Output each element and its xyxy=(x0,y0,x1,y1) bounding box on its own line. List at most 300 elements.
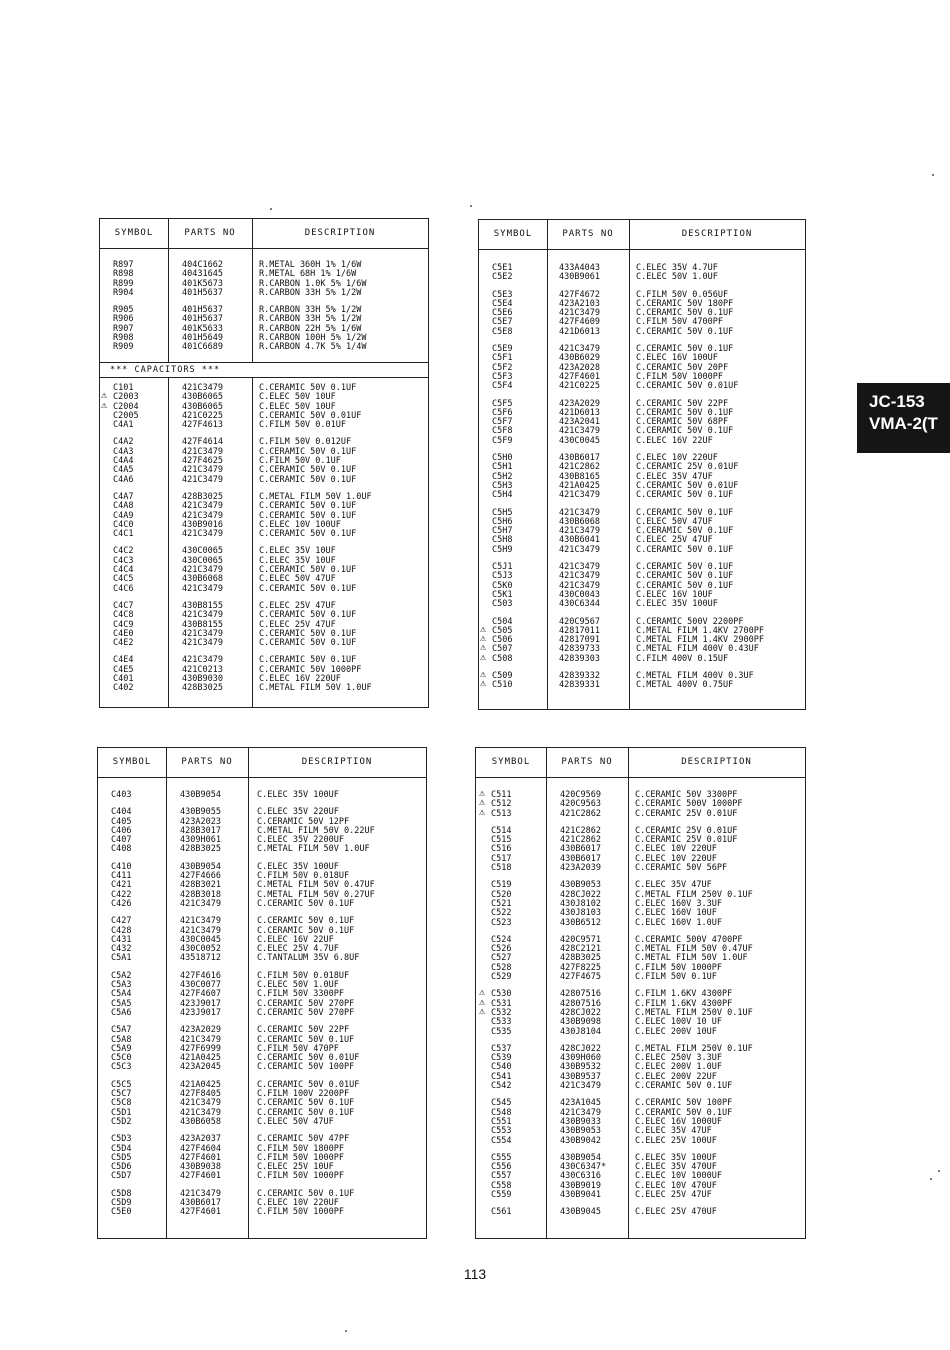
parts-table-bottom-left xyxy=(97,747,427,1239)
description-cell: C.ELEC 16V 10UF xyxy=(636,589,713,600)
symbol-cell: C541 xyxy=(491,1071,512,1082)
symbol-cell: C402 xyxy=(113,683,134,694)
symbol-cell: C537 xyxy=(491,1043,512,1054)
parts-no-cell: 401H5637 xyxy=(182,305,223,316)
parts-no-header: PARTS NO xyxy=(561,757,613,767)
parts-no-cell: 427F4666 xyxy=(180,871,221,882)
table-row xyxy=(476,919,805,928)
scan-speck xyxy=(345,1330,347,1332)
symbol-cell: C421 xyxy=(111,880,132,891)
description-cell: C.CERAMIC 50V 22PF xyxy=(636,398,729,409)
parts-no-cell: 42839303 xyxy=(559,653,600,664)
parts-no-cell: 421C0225 xyxy=(182,410,223,421)
table-row xyxy=(100,530,428,539)
symbol-cell: C4E5 xyxy=(113,664,134,675)
parts-no-header: PARTS NO xyxy=(184,228,236,238)
description-cell: C.ELEC 10V 100UF xyxy=(259,519,341,530)
parts-no-cell: 421A0425 xyxy=(559,480,600,491)
description-cell: C.FILM 1.6KV 4300PF xyxy=(635,989,733,1000)
symbol-cell: C509 xyxy=(492,670,513,681)
symbol-cell: C405 xyxy=(111,816,132,827)
row-group xyxy=(98,1081,426,1127)
symbol-cell: C5H8 xyxy=(492,535,513,546)
symbol-cell: C5C0 xyxy=(111,1053,132,1064)
parts-no-cell: 427F6999 xyxy=(180,1043,221,1054)
symbol-cell: C5A7 xyxy=(111,1025,132,1036)
symbol-cell: C5H9 xyxy=(492,544,513,555)
symbol-cell: C5E2 xyxy=(492,272,513,283)
symbol-cell: C504 xyxy=(492,616,513,627)
safety-warning-icon: ⚠ xyxy=(101,399,108,411)
row-group xyxy=(100,547,428,593)
parts-no-cell: 428CJ022 xyxy=(560,889,601,900)
symbol-cell: C557 xyxy=(491,1171,512,1182)
parts-no-cell: 428B3025 xyxy=(182,491,223,502)
symbol-cell: C4E0 xyxy=(113,628,134,639)
description-cell: C.CERAMIC 50V 0.01UF xyxy=(257,1079,360,1090)
symbol-cell: C5H3 xyxy=(492,480,513,491)
symbol-header: SYMBOL xyxy=(491,757,531,767)
symbol-cell: C401 xyxy=(113,674,134,685)
description-cell: C.CERAMIC 50V 270PF xyxy=(257,1007,355,1018)
description-cell: C.FILM 50V 470PF xyxy=(257,1043,339,1054)
parts-no-cell: 430B9537 xyxy=(560,1071,601,1082)
description-cell: C.CERAMIC 50V 0.1UF xyxy=(259,655,357,666)
symbol-cell: C5C5 xyxy=(111,1079,132,1090)
table-row xyxy=(98,900,426,909)
symbol-cell: C5D8 xyxy=(111,1188,132,1199)
description-cell: C.ELEC 35V 100UF xyxy=(257,861,339,872)
scan-speck xyxy=(932,174,934,176)
description-cell: C.CERAMIC 50V 100PF xyxy=(635,1098,733,1109)
symbol-cell: C5F2 xyxy=(492,362,513,373)
table-row xyxy=(476,973,805,982)
description-cell: C.CERAMIC 50V 0.01UF xyxy=(636,480,739,491)
description-cell: C.FILM 50V 3300PF xyxy=(257,989,344,1000)
description-cell: C.METAL FILM 250V 0.1UF xyxy=(635,1043,753,1054)
symbol-cell: C4C8 xyxy=(113,610,134,621)
symbol-cell: C427 xyxy=(111,916,132,927)
description-cell: C.CERAMIC 25V 0.01UF xyxy=(636,462,739,473)
description-cell: C.METAL FILM 50V 0.47UF xyxy=(257,880,375,891)
symbol-cell: C5A9 xyxy=(111,1043,132,1054)
description-cell: C.FILM 50V 0.018UF xyxy=(257,970,350,981)
symbol-cell: C5F5 xyxy=(492,398,513,409)
parts-no-cell: 430B9098 xyxy=(560,1017,601,1028)
symbol-cell: C5E4 xyxy=(492,298,513,309)
parts-no-cell: 421C3479 xyxy=(182,501,223,512)
symbol-cell: C406 xyxy=(111,825,132,836)
description-cell: C.ELEC 25V 4.7UF xyxy=(257,944,339,955)
symbol-cell: C5A8 xyxy=(111,1034,132,1045)
description-cell: C.ELEC 200V 22UF xyxy=(635,1071,717,1082)
symbol-cell: C5F9 xyxy=(492,435,513,446)
parts-no-cell: 430B9532 xyxy=(560,1062,601,1073)
description-cell: C.CERAMIC 50V 0.1UF xyxy=(257,925,355,936)
symbol-cell: C5A5 xyxy=(111,998,132,1009)
description-cell: C.ELEC 25V 10UF xyxy=(257,1162,334,1173)
symbol-cell: C5A6 xyxy=(111,1007,132,1018)
description-cell: C.CERAMIC 50V 0.1UF xyxy=(257,1107,355,1118)
description-cell: C.ELEC 10V 1000UF xyxy=(635,1171,722,1182)
parts-no-cell: 430C6344 xyxy=(559,599,600,610)
scan-speck xyxy=(470,205,472,207)
description-cell: C.ELEC 100V 10 UF xyxy=(635,1017,722,1028)
symbol-cell: C410 xyxy=(111,861,132,872)
description-cell: C.FILM 50V 0.018UF xyxy=(257,871,350,882)
description-cell: C.CERAMIC 50V 47PF xyxy=(257,1134,350,1145)
parts-no-cell: 430B6065 xyxy=(182,392,223,403)
parts-no-cell: 430C6316 xyxy=(560,1171,601,1182)
description-cell: C.METAL FILM 50V 1.0UF xyxy=(259,683,372,694)
description-cell: C.CERAMIC 50V 0.1UF xyxy=(636,544,734,555)
table-row xyxy=(98,1208,426,1217)
symbol-cell: C514 xyxy=(491,825,512,836)
parts-no-cell: 428CJ022 xyxy=(560,1043,601,1054)
symbol-cell: C411 xyxy=(111,871,132,882)
symbol-header: SYMBOL xyxy=(114,228,154,238)
symbol-cell: C5D2 xyxy=(111,1116,132,1127)
description-cell: C.ELEC 10V 220UF xyxy=(636,453,718,464)
parts-no-cell: 430B9038 xyxy=(180,1162,221,1173)
description-cell: C.ELEC 16V 220UF xyxy=(259,674,341,685)
description-cell: C.ELEC 35V 10UF xyxy=(259,555,336,566)
table-row xyxy=(479,437,805,446)
parts-no-cell: 4309H060 xyxy=(560,1053,601,1064)
description-cell: C.ELEC 35V 47UF xyxy=(635,1126,712,1137)
parts-no-header: PARTS NO xyxy=(181,757,233,767)
symbol-cell: C506 xyxy=(492,635,513,646)
parts-table-top-left xyxy=(99,218,429,708)
symbol-cell: C5D4 xyxy=(111,1143,132,1154)
parts-no-cell: 427F8225 xyxy=(560,962,601,973)
description-cell: C.ELEC 50V 1.0UF xyxy=(257,980,339,991)
description-cell: R.CARBON 100H 5% 1/2W xyxy=(259,333,367,344)
description-cell: C.ELEC 50V 10UF xyxy=(259,401,336,412)
parts-no-cell: 430B6017 xyxy=(180,1197,221,1208)
parts-no-cell: 421C3479 xyxy=(559,344,600,355)
parts-no-cell: 427F4614 xyxy=(182,437,223,448)
parts-no-cell: 421C0225 xyxy=(559,381,600,392)
symbol-cell: C511 xyxy=(491,790,512,800)
description-cell: C.CERAMIC 50V 0.1UF xyxy=(259,565,357,576)
parts-no-cell: 421C3479 xyxy=(559,571,600,582)
symbol-cell: C4C7 xyxy=(113,600,134,611)
symbol-header: SYMBOL xyxy=(493,229,533,239)
description-cell: C.CERAMIC 50V 12PF xyxy=(257,816,350,827)
symbol-cell: C515 xyxy=(491,835,512,846)
symbol-cell: C5K0 xyxy=(492,580,513,591)
symbol-cell: R906 xyxy=(113,314,134,325)
description-cell: C.FILM 50V 1000PF xyxy=(257,1152,344,1163)
parts-no-cell: 430B9053 xyxy=(560,880,601,891)
parts-no-cell: 421C3479 xyxy=(559,562,600,573)
description-cell: C.CERAMIC 50V 0.1UF xyxy=(259,501,357,512)
parts-no-cell: 430J8102 xyxy=(560,898,601,909)
row-group xyxy=(479,668,805,691)
parts-no-cell: 427F4604 xyxy=(180,1143,221,1154)
parts-no-cell: 421C2862 xyxy=(560,808,601,819)
row-group xyxy=(476,987,805,1037)
capacitor-section xyxy=(476,782,805,1238)
parts-no-cell: 430B6512 xyxy=(560,917,601,928)
description-cell: C.CERAMIC 50V 0.1UF xyxy=(259,446,357,457)
parts-no-cell: 430B6017 xyxy=(560,853,601,864)
parts-no-cell: 421C3479 xyxy=(559,507,600,518)
description-cell: C.CERAMIC 50V 0.1UF xyxy=(257,898,355,909)
description-cell: C.ELEC 50V 47UF xyxy=(636,516,713,527)
parts-no-cell: 428B3025 xyxy=(180,844,221,855)
parts-no-cell: 430B9053 xyxy=(560,1126,601,1137)
parts-no-cell: 423J9017 xyxy=(180,998,221,1009)
symbol-cell: C555 xyxy=(491,1152,512,1163)
description-cell: C.ELEC 35V 2200UF xyxy=(257,835,344,846)
symbol-cell: R909 xyxy=(113,342,134,353)
symbol-cell: C4C1 xyxy=(113,529,134,540)
description-cell: C.CERAMIC 50V 0.1UF xyxy=(259,510,357,521)
symbol-cell: C554 xyxy=(491,1135,512,1146)
row-group xyxy=(476,827,805,873)
parts-no-cell: 421C3479 xyxy=(182,474,223,485)
parts-no-cell: 430B9030 xyxy=(182,674,223,685)
row-group xyxy=(98,1026,426,1072)
description-cell: C.CERAMIC 50V 0.1UF xyxy=(259,383,357,393)
parts-no-cell: 430B9019 xyxy=(560,1180,601,1191)
parts-no-cell: 427F4601 xyxy=(180,1152,221,1163)
symbol-cell: C5C7 xyxy=(111,1089,132,1100)
parts-no-cell: 428B3021 xyxy=(180,880,221,891)
symbol-cell: C526 xyxy=(491,944,512,955)
description-cell: R.CARBON 33H 5% 1/2W xyxy=(259,314,362,325)
description-cell: C.METAL FILM 1.4KV 2700PF xyxy=(636,625,764,636)
description-cell: C.ELEC 25V 470UF xyxy=(635,1207,717,1218)
safety-warning-icon: ⚠ xyxy=(480,633,487,645)
description-header: DESCRIPTION xyxy=(301,757,373,767)
parts-no-cell: 433A4043 xyxy=(559,263,600,273)
symbol-cell: C4C3 xyxy=(113,555,134,566)
safety-warning-icon: ⚠ xyxy=(479,1005,486,1017)
description-cell: C.FILM 50V 1000PF xyxy=(635,962,722,973)
safety-warning-icon: ⚠ xyxy=(101,390,108,402)
symbol-cell: C5E0 xyxy=(111,1207,132,1218)
table-row xyxy=(479,651,805,664)
parts-no-cell: 421C3479 xyxy=(182,583,223,594)
description-cell: C.ELEC 160V 1.0UF xyxy=(635,917,722,928)
symbol-cell: C432 xyxy=(111,944,132,955)
symbol-cell: C510 xyxy=(492,680,513,691)
description-cell: C.ELEC 35V 220UF xyxy=(257,807,339,818)
model-tab-line1: JC-153 xyxy=(869,392,925,411)
symbol-cell: C558 xyxy=(491,1180,512,1191)
row-group xyxy=(98,1190,426,1218)
parts-no-cell: 420C9569 xyxy=(560,790,601,800)
description-cell: C.METAL FILM 1.4KV 2900PF xyxy=(636,635,764,646)
description-cell: C.CERAMIC 50V 0.1UF xyxy=(636,426,734,437)
parts-no-cell: 421C3479 xyxy=(182,628,223,639)
row-group xyxy=(100,602,428,648)
description-cell: C.METAL FILM 400V 0.3UF xyxy=(636,670,754,681)
symbol-cell: C5E8 xyxy=(492,326,513,337)
description-cell: C.CERAMIC 50V 20PF xyxy=(636,362,729,373)
parts-no-cell: 430J8104 xyxy=(560,1026,601,1037)
safety-warning-icon: ⚠ xyxy=(480,668,487,680)
table-row xyxy=(100,421,428,430)
description-cell: C.METAL FILM 50V 1.0UF xyxy=(259,491,372,502)
parts-no-cell: 428B3018 xyxy=(180,889,221,900)
parts-no-cell: 401H5649 xyxy=(182,333,223,344)
parts-no-cell: 42807516 xyxy=(560,989,601,1000)
parts-no-cell: 428C2121 xyxy=(560,944,601,955)
parts-no-cell: 421C2862 xyxy=(560,835,601,846)
description-cell: C.ELEC 35V 100UF xyxy=(635,1152,717,1163)
parts-no-cell: 430B6065 xyxy=(182,401,223,412)
row-group xyxy=(476,1099,805,1145)
description-cell: C.FILM 50V 0.1UF xyxy=(259,456,341,467)
symbol-cell: C2003 xyxy=(113,392,139,403)
symbol-cell: C542 xyxy=(491,1081,512,1092)
symbol-cell: R904 xyxy=(113,287,134,298)
description-cell: C.FILM 50V 0.056UF xyxy=(636,289,729,300)
description-cell: C.CERAMIC 50V 0.1UF xyxy=(635,1081,733,1092)
row-group xyxy=(476,936,805,982)
symbol-cell: C519 xyxy=(491,880,512,891)
parts-no-cell: 430J8103 xyxy=(560,908,601,919)
symbol-cell: C5E1 xyxy=(492,263,513,273)
description-cell: C.CERAMIC 50V 0.1UF xyxy=(636,580,734,591)
row-group xyxy=(479,345,805,391)
parts-no-cell: 421C3479 xyxy=(559,426,600,437)
parts-no-cell: 420C9571 xyxy=(560,934,601,945)
table-row xyxy=(98,1063,426,1072)
parts-no-cell: 421C3479 xyxy=(180,1188,221,1199)
description-cell: C.TANTALUM 35V 6.8UF xyxy=(257,953,360,964)
safety-warning-icon: ⚠ xyxy=(479,987,486,999)
parts-no-cell: 421C3479 xyxy=(180,1034,221,1045)
parts-no-cell: 421C3479 xyxy=(180,925,221,936)
description-cell: C.ELEC 35V 100UF xyxy=(257,790,339,800)
symbol-cell: C5F1 xyxy=(492,353,513,364)
symbol-cell: C520 xyxy=(491,889,512,900)
description-cell: C.CERAMIC 50V 0.1UF xyxy=(257,1098,355,1109)
row-group xyxy=(100,384,428,430)
parts-no-cell: 421C3479 xyxy=(559,308,600,319)
description-cell: C.METAL FILM 50V 1.0UF xyxy=(257,844,370,855)
parts-no-cell: 428B3017 xyxy=(180,825,221,836)
description-cell: C.CERAMIC 50V 0.1UF xyxy=(259,583,357,594)
symbol-cell: C5A4 xyxy=(111,989,132,1000)
parts-no-cell: 430B9042 xyxy=(560,1135,601,1146)
symbol-cell: C5H2 xyxy=(492,471,513,482)
symbol-cell: C5A1 xyxy=(111,953,132,964)
symbol-cell: C403 xyxy=(111,790,132,800)
parts-table-top-right xyxy=(478,219,806,710)
parts-no-cell: 427F4616 xyxy=(180,970,221,981)
parts-no-cell: 427F8405 xyxy=(180,1089,221,1100)
parts-no-cell: 430C0052 xyxy=(180,944,221,955)
safety-warning-icon: ⚠ xyxy=(479,806,486,818)
description-cell: C.FILM 50V 0.1UF xyxy=(635,972,717,983)
symbol-cell: C548 xyxy=(491,1107,512,1118)
parts-no-cell: 421C0213 xyxy=(182,664,223,675)
description-cell: C.ELEC 35V 10UF xyxy=(259,546,336,557)
parts-no-cell: 430C0045 xyxy=(559,435,600,446)
symbol-cell: C5D9 xyxy=(111,1197,132,1208)
row-group xyxy=(100,261,428,298)
description-cell: C.ELEC 50V 47UF xyxy=(259,574,336,585)
symbol-cell: C551 xyxy=(491,1116,512,1127)
symbol-cell: C531 xyxy=(491,998,512,1009)
parts-no-cell: 401H5637 xyxy=(182,287,223,298)
symbol-cell: C503 xyxy=(492,599,513,610)
parts-no-cell: 427F4609 xyxy=(559,317,600,328)
parts-no-cell: 421C3479 xyxy=(559,580,600,591)
parts-no-cell: 401K5673 xyxy=(182,278,223,289)
parts-no-cell: 421C3479 xyxy=(182,383,223,393)
description-cell: C.CERAMIC 50V 0.1UF xyxy=(259,529,357,540)
scan-speck xyxy=(930,1178,932,1180)
parts-no-cell: 421C3479 xyxy=(180,916,221,927)
row-group xyxy=(100,656,428,693)
parts-no-cell: 430C0077 xyxy=(180,980,221,991)
parts-no-cell: 430B6068 xyxy=(559,516,600,527)
parts-no-cell: 430B8165 xyxy=(559,471,600,482)
table-row xyxy=(100,289,428,298)
description-cell: C.ELEC 35V 47UF xyxy=(636,471,713,482)
row-group xyxy=(100,493,428,539)
parts-no-cell: 421C3479 xyxy=(180,1098,221,1109)
table-row xyxy=(476,1082,805,1091)
parts-no-cell: 427F4625 xyxy=(182,456,223,467)
symbol-cell: C5J3 xyxy=(492,571,513,582)
symbol-cell: C4A4 xyxy=(113,456,134,467)
parts-no-cell: 421C3479 xyxy=(559,526,600,537)
description-cell: C.METAL FILM 400V 0.43UF xyxy=(636,644,759,655)
symbol-cell: C545 xyxy=(491,1098,512,1109)
parts-no-cell: 421C3479 xyxy=(182,465,223,476)
description-cell: C.ELEC 160V 3.3UF xyxy=(635,898,722,909)
description-cell: R.CARBON 4.7K 5% 1/4W xyxy=(259,342,367,353)
symbol-cell: C508 xyxy=(492,653,513,664)
row-group xyxy=(479,264,805,283)
symbol-cell: C522 xyxy=(491,908,512,919)
symbol-cell: R907 xyxy=(113,323,134,334)
parts-no-cell: 42839331 xyxy=(559,680,600,691)
symbol-cell: C5D6 xyxy=(111,1162,132,1173)
scan-speck xyxy=(270,208,272,210)
symbol-cell: C523 xyxy=(491,917,512,928)
symbol-cell: C5D1 xyxy=(111,1107,132,1118)
table-row xyxy=(98,1172,426,1181)
symbol-cell: R899 xyxy=(113,278,134,289)
parts-no-cell: 421C3479 xyxy=(180,1107,221,1118)
row-group xyxy=(479,509,805,555)
symbol-cell: C4C2 xyxy=(113,546,134,557)
row-group xyxy=(100,438,428,484)
description-cell: C.CERAMIC 50V 0.1UF xyxy=(636,490,734,501)
symbol-cell: C518 xyxy=(491,863,512,874)
table-row xyxy=(476,1028,805,1037)
table-row xyxy=(100,684,428,693)
parts-no-cell: 42839733 xyxy=(559,644,600,655)
parts-no-cell: 421D6013 xyxy=(559,407,600,418)
symbol-cell: C5D7 xyxy=(111,1171,132,1182)
parts-no-cell: 421C3479 xyxy=(560,1081,601,1092)
symbol-cell: C521 xyxy=(491,898,512,909)
description-cell: R.METAL 360H 1% 1/6W xyxy=(259,260,362,270)
description-cell: C.METAL 400V 0.75UF xyxy=(636,680,734,691)
parts-no-cell: 421C2862 xyxy=(560,825,601,836)
description-cell: C.FILM 1.6KV 4300PF xyxy=(635,998,733,1009)
